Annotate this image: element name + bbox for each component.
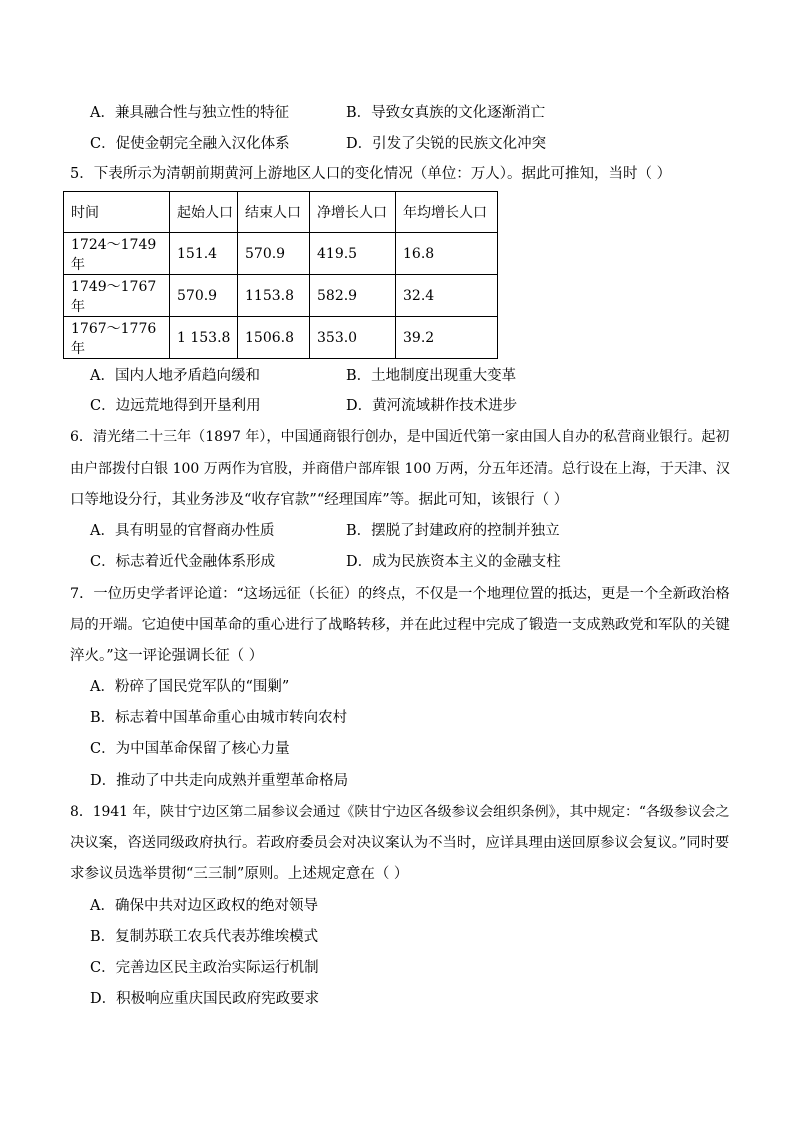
table-cell: 570.9	[238, 233, 310, 275]
q5-option-b: B．土地制度出现重大变革	[346, 368, 517, 384]
q4-option-a: A．兼具融合性与独立性的特征	[90, 105, 289, 121]
table-header-cell: 起始人口	[170, 192, 238, 233]
table-cell: 1724～1749 年	[64, 233, 170, 275]
q7-option-a: A．粉碎了国民党军队的“围剿”	[90, 679, 290, 695]
q8-stem-line-2: 决议案，咨送同级政府执行。若政府委员会对决议案认为不当时，应详具理由送回原参议会复议。”同时要	[70, 835, 730, 851]
q6-option-b: B．摆脱了封建政府的控制并独立	[346, 523, 560, 539]
q6-option-c: C．标志着近代金融体系形成	[90, 554, 276, 570]
q8-stem-line-3: 求参议员选举贯彻“三三制”原则。上述规定意在（ ）	[70, 866, 409, 882]
q5-stem: 5．下表所示为清朝前期黄河上游地区人口的变化情况（单位：万人）。据此可推知，当时（ ）	[70, 166, 672, 182]
q4-option-d: D．引发了尖锐的民族文化冲突	[346, 136, 547, 152]
q5-option-d: D．黄河流域耕作技术进步	[346, 398, 518, 414]
q6-option-a: A．具有明显的官督商办性质	[90, 523, 275, 539]
q8-option-b: B．复制苏联工农兵代表苏维埃模式	[90, 929, 319, 945]
table-cell: 1767～1776 年	[64, 317, 170, 359]
q6-stem-line-2: 由户部拨付白银 100 万两作为官股，并商借户部库银 100 万两，分五年还清。总行设在上海，于天津、汉	[70, 461, 730, 477]
table-header-cell: 净增长人口	[310, 192, 396, 233]
table-cell: 151.4	[170, 233, 238, 275]
table-row	[64, 233, 498, 275]
table-cell: 39.2	[396, 317, 498, 359]
table-cell: 353.0	[310, 317, 396, 359]
table-cell: 582.9	[310, 275, 396, 317]
q7-stem-line-3: 淬火。”这一评论强调长征（ ）	[70, 648, 264, 664]
q8-option-d: D．积极响应重庆国民政府宪政要求	[90, 991, 320, 1007]
table-cell: 1 153.8	[170, 317, 238, 359]
table-cell: 1749～1767 年	[64, 275, 170, 317]
q6-stem-line-1: 6．清光绪二十三年（1897 年），中国通商银行创办，是中国近代第一家由国人自办的私营商业银行。起初	[70, 429, 730, 445]
table-header-cell: 结束人口	[238, 192, 310, 233]
table-row	[64, 317, 498, 359]
q6-stem-line-3: 口等地设分行，其业务涉及“收存官款”“经理国库”等。据此可知，该银行（ ）	[70, 492, 569, 508]
q8-option-c: C．完善边区民主政治实际运行机制	[90, 960, 319, 976]
q7-option-c: C．为中国革命保留了核心力量	[90, 741, 290, 757]
table-cell: 32.4	[396, 275, 498, 317]
table-cell: 419.5	[310, 233, 396, 275]
q7-option-d: D．推动了中共走向成熟并重塑革命格局	[90, 773, 349, 789]
table-cell: 16.8	[396, 233, 498, 275]
table-header-cell: 时间	[64, 192, 170, 233]
table-row	[64, 275, 498, 317]
q7-option-b: B．标志着中国革命重心由城市转向农村	[90, 710, 348, 726]
q8-option-a: A．确保中共对边区政权的绝对领导	[90, 898, 318, 914]
q5-option-c: C．边远荒地得到开垦利用	[90, 398, 261, 414]
q5-option-a: A．国内人地矛盾趋向缓和	[90, 368, 260, 384]
q4-option-b: B．导致女真族的文化逐渐消亡	[346, 105, 546, 121]
q7-stem-line-1: 7．一位历史学者评论道：“这场远征（长征）的终点，不仅是一个地理位置的抵达，更是一个全新政治格	[70, 586, 730, 602]
population-table	[63, 191, 498, 359]
table-cell: 1153.8	[238, 275, 310, 317]
table-cell: 1506.8	[238, 317, 310, 359]
table-header-row	[64, 192, 498, 233]
q8-stem-line-1: 8．1941 年，陕甘宁边区第二届参议会通过《陕甘宁边区各级参议会组织条例》，其中规定：“各级参议会之	[70, 804, 730, 820]
table-cell: 570.9	[170, 275, 238, 317]
q6-option-d: D．成为民族资本主义的金融支柱	[346, 554, 561, 570]
table-header-cell: 年均增长人口	[396, 192, 498, 233]
q7-stem-line-2: 局的开端。它迫使中国革命的重心进行了战略转移，并在此过程中完成了锻造一支成熟政党和军队的关键	[70, 617, 730, 633]
q4-option-c: C．促使金朝完全融入汉化体系	[90, 136, 290, 152]
